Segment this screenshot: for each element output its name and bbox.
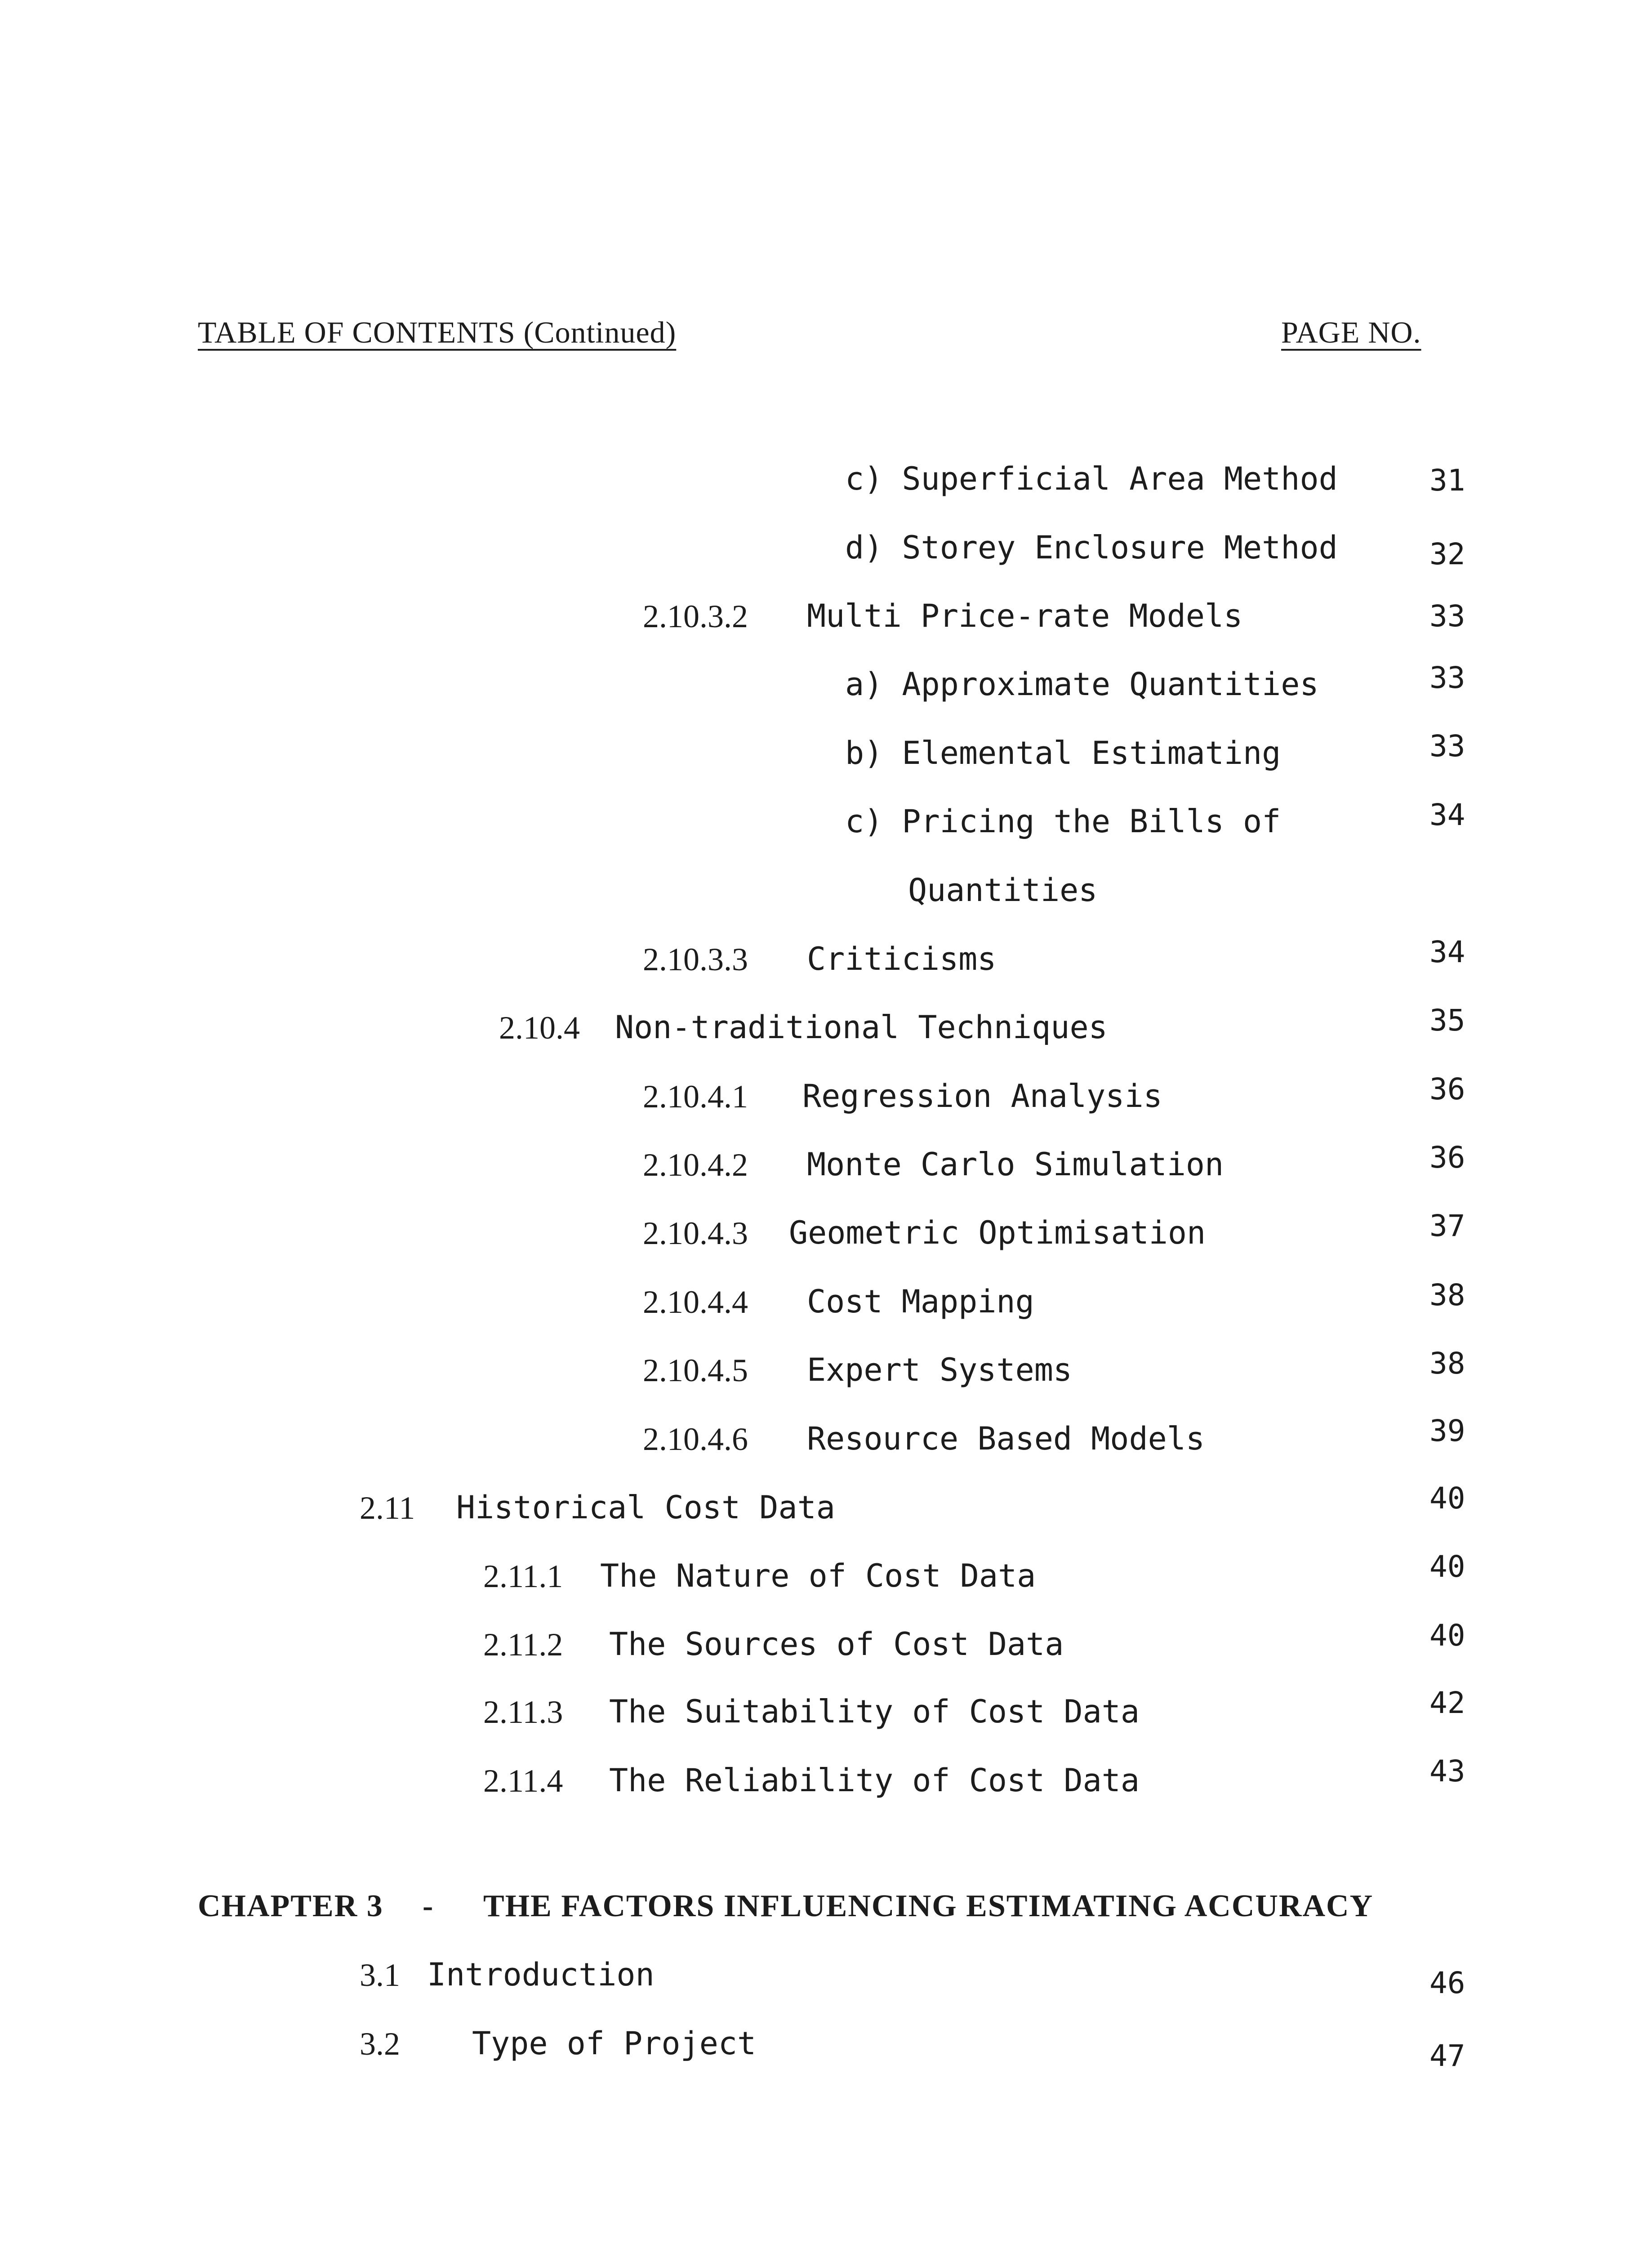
toc-heading: TABLE OF CONTENTS (Continued)	[198, 315, 677, 349]
toc-entry-title: c) Superficial Area Method	[845, 460, 1338, 497]
toc-entry-title: Type of Project	[472, 2025, 757, 2062]
toc-entry-page: 40	[1429, 1618, 1465, 1653]
toc-entry-page: 38	[1429, 1278, 1465, 1312]
page-number-heading: PAGE NO.	[1281, 315, 1421, 349]
toc-entry-number: 2.11.2	[483, 1627, 563, 1663]
chapter-dash: -	[423, 1889, 434, 1923]
toc-entry-page: 43	[1429, 1754, 1465, 1789]
toc-entry-title: Geometric Optimisation	[789, 1214, 1206, 1251]
toc-entry-number: 2.10.3.2	[643, 598, 748, 634]
toc-entry-title: Criticisms	[807, 941, 997, 977]
toc-entry-title: The Sources of Cost Data	[609, 1626, 1064, 1663]
toc-entry-number: 2.11.3	[483, 1694, 563, 1730]
toc-entry-number: 3.2	[360, 2026, 400, 2062]
toc-entry-number: 2.10.4.6	[643, 1421, 748, 1457]
toc-entry-title: Introduction	[427, 1956, 655, 1993]
toc-entry-number: 2.10.4	[499, 1010, 580, 1046]
toc-entry-page: 42	[1429, 1686, 1465, 1720]
toc-entry-page: 36	[1429, 1072, 1465, 1106]
toc-entry-title: a) Approximate Quantities	[845, 666, 1319, 703]
toc-entry-page: 32	[1429, 537, 1465, 571]
toc-entry-number: 3.1	[360, 1957, 400, 1993]
toc-entry-title: Non-traditional Techniques	[615, 1009, 1108, 1046]
toc-entry-title: The Suitability of Cost Data	[609, 1693, 1140, 1730]
toc-entry-title: Historical Cost Data	[456, 1489, 835, 1526]
chapter-label: CHAPTER 3	[198, 1889, 383, 1923]
toc-entry-page: 46	[1429, 1966, 1465, 2000]
toc-entry-number: 2.11.4	[483, 1763, 563, 1799]
toc-entry-number: 2.10.4.5	[643, 1352, 748, 1388]
toc-entry-page: 47	[1429, 2038, 1465, 2073]
toc-entry-page: 34	[1429, 935, 1465, 969]
toc-entry-title: Resource Based Models	[807, 1420, 1205, 1457]
toc-entry-title: Regression Analysis	[802, 1078, 1162, 1115]
toc-entry-title: d) Storey Enclosure Method	[845, 529, 1338, 566]
toc-entry-page: 38	[1429, 1346, 1465, 1381]
toc-entry-number: 2.11.1	[483, 1558, 563, 1594]
toc-entry-number: 2.10.4.1	[643, 1079, 748, 1115]
toc-entry-title: Monte Carlo Simulation	[807, 1146, 1224, 1183]
toc-entry-number: 2.10.3.3	[643, 941, 748, 977]
toc-entry-title: Multi Price-rate Models	[807, 598, 1243, 634]
toc-entry-number: 2.10.4.3	[643, 1215, 748, 1251]
toc-entry-title: Expert Systems	[807, 1351, 1073, 1388]
toc-entry-title: The Nature of Cost Data	[600, 1557, 1036, 1594]
toc-entry-page: 31	[1429, 463, 1465, 498]
toc-entry-title: The Reliability of Cost Data	[609, 1762, 1140, 1799]
toc-entry-page: 37	[1429, 1209, 1465, 1243]
toc-entry-number: 2.11	[360, 1490, 415, 1526]
toc-entry-page: 39	[1429, 1414, 1465, 1448]
toc-entry-title: Quantities	[908, 872, 1098, 909]
toc-entry-page: 33	[1429, 729, 1465, 763]
toc-entry-page: 35	[1429, 1003, 1465, 1038]
toc-entry-number: 2.10.4.2	[643, 1147, 748, 1183]
toc-entry-page: 40	[1429, 1481, 1465, 1516]
toc-entry-title: c) Pricing the Bills of	[845, 803, 1281, 840]
toc-entry-page: 36	[1429, 1140, 1465, 1175]
toc-entry-page: 34	[1429, 798, 1465, 832]
chapter-title: THE FACTORS INFLUENCING ESTIMATING ACCURACY	[483, 1889, 1374, 1923]
toc-entry-number: 2.10.4.4	[643, 1284, 748, 1320]
toc-entry-title: b) Elemental Estimating	[845, 735, 1281, 772]
toc-entry-page: 33	[1429, 660, 1465, 695]
toc-entry-page: 33	[1429, 599, 1465, 633]
toc-entry-page: 40	[1429, 1549, 1465, 1584]
toc-entry-title: Cost Mapping	[807, 1283, 1034, 1320]
